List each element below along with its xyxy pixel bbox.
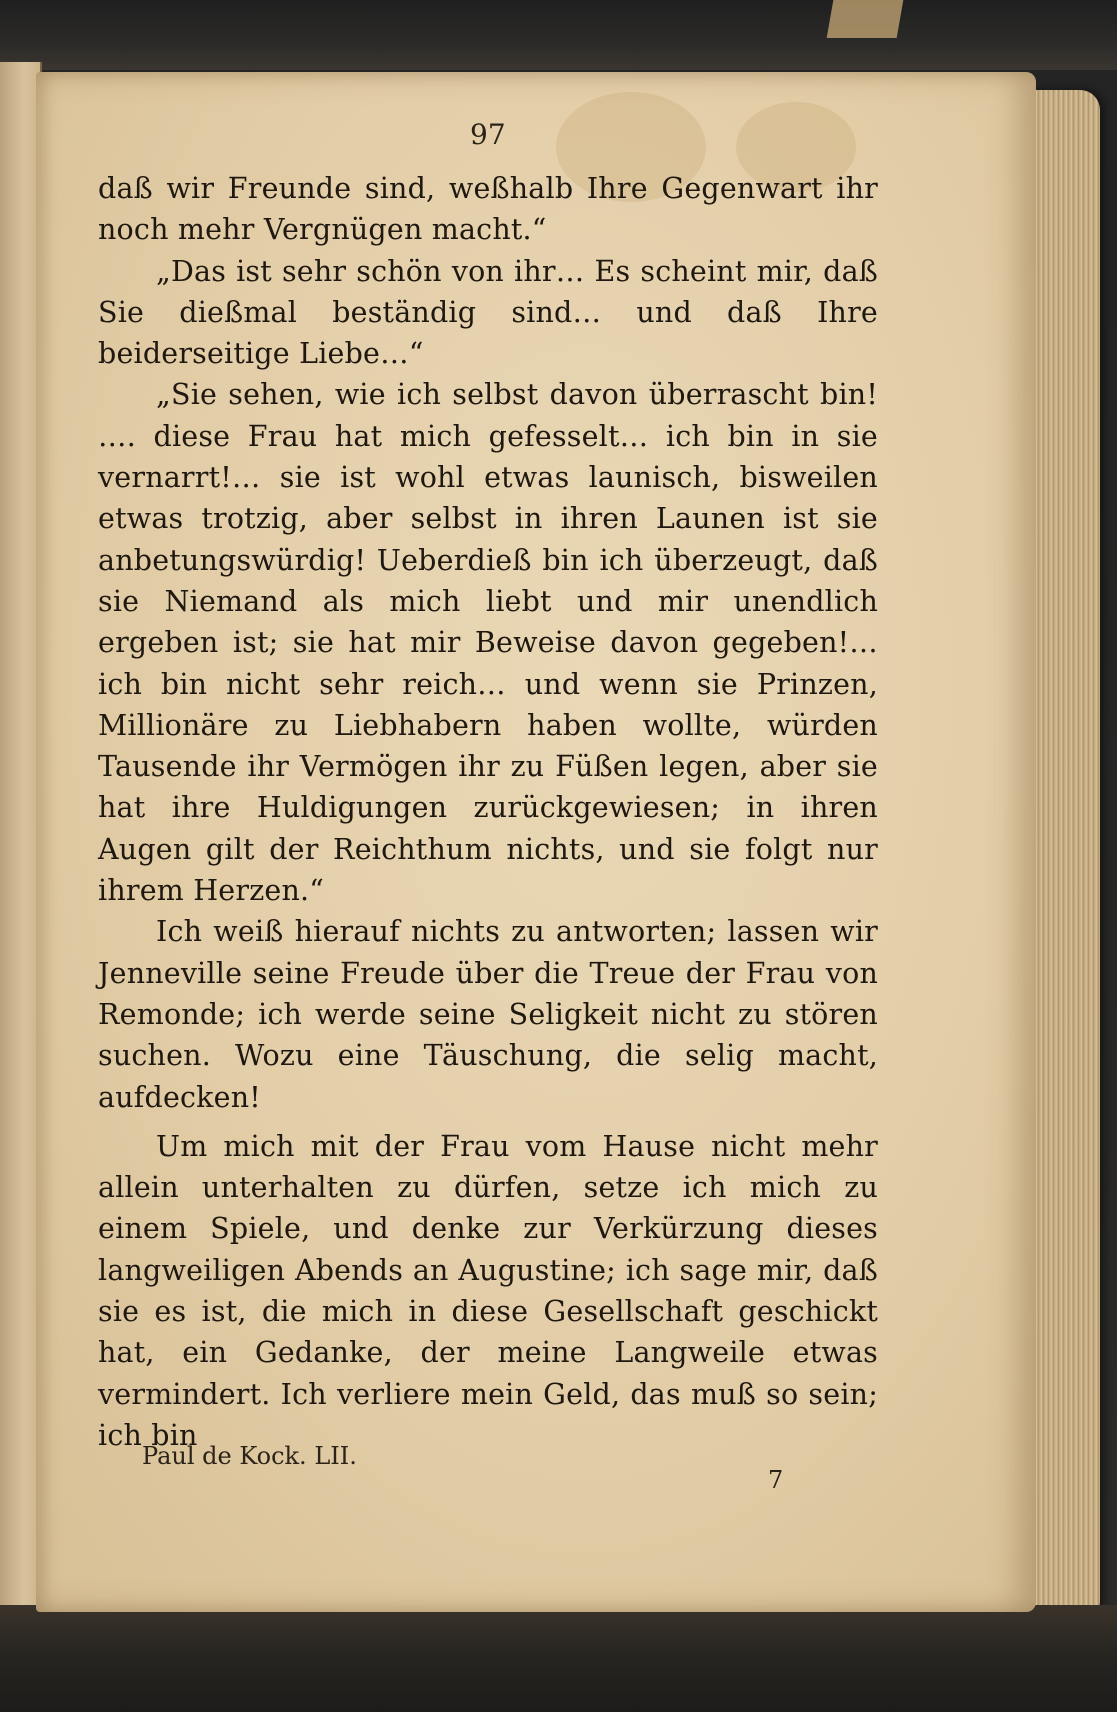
book-cover-bottom [0,1605,1117,1712]
paragraph: Um mich mit der Frau vom Hause nicht mehr allein unterhalten zu dürfen, setze ich mich zu einem Spiele, und denke zur Verkürzung dieses langweiligen Abends an Augustine; ich sage mir, daß sie es ist, die mich in diese Gesellschaft geschickt hat, ein Gedanke, der meine Langweile etwas vermindert. Ich verliere mein Geld, das muß so sein; ich bin [98,1129,878,1452]
paragraph: „Das ist sehr schön von ihr… Es scheint mir, daß Sie dießmal beständig sind… und daß Ihre beiderseitige Liebe…“ [98,254,878,371]
book-cover-top [0,0,1117,70]
paragraph: „Sie sehen, wie ich selbst davon überrascht bin! …. diese Frau hat mich gefesselt… ich bin in sie vernarrt!… sie ist wohl etwas launisch, bisweilen etwas trotzig, aber selbst in ihren Launen ist sie anbetungswürdig! Ueberdieß bin ich überzeugt, daß sie Niemand als mich liebt und mir unendlich ergeben ist; sie hat mir Beweise davon gegeben!… ich bin nicht sehr reich… und wenn sie Prinzen, Millionäre zu Liebhabern haben wollte, würden Tausende ihr Vermögen ihr zu Füßen legen, aber sie hat ihre Huldigungen zurückgewiesen; in ihren Augen gilt der Reichthum nichts, und sie folgt nur ihrem Herzen.“ [98,378,878,908]
page-number: 97 [470,118,506,151]
footer-sheet-number: 7 [768,1466,784,1494]
paragraph: Ich weiß hierauf nichts zu antworten; lassen wir Jenneville seine Freude über die Treue der Frau von Remonde; ich werde seine Seligkeit nicht zu stören suchen. Wozu eine Täuschung, die selig macht, aufdecken! [98,915,878,1114]
footer-signature: Paul de Kock. LII. [142,1442,357,1470]
page-stack-edge [1030,90,1100,1630]
page-body-text [98,168,878,1456]
tape-strip [827,0,904,38]
paragraph: daß wir Freunde sind, weßhalb Ihre Gegenwart ihr noch mehr Vergnügen macht.“ [98,172,878,247]
